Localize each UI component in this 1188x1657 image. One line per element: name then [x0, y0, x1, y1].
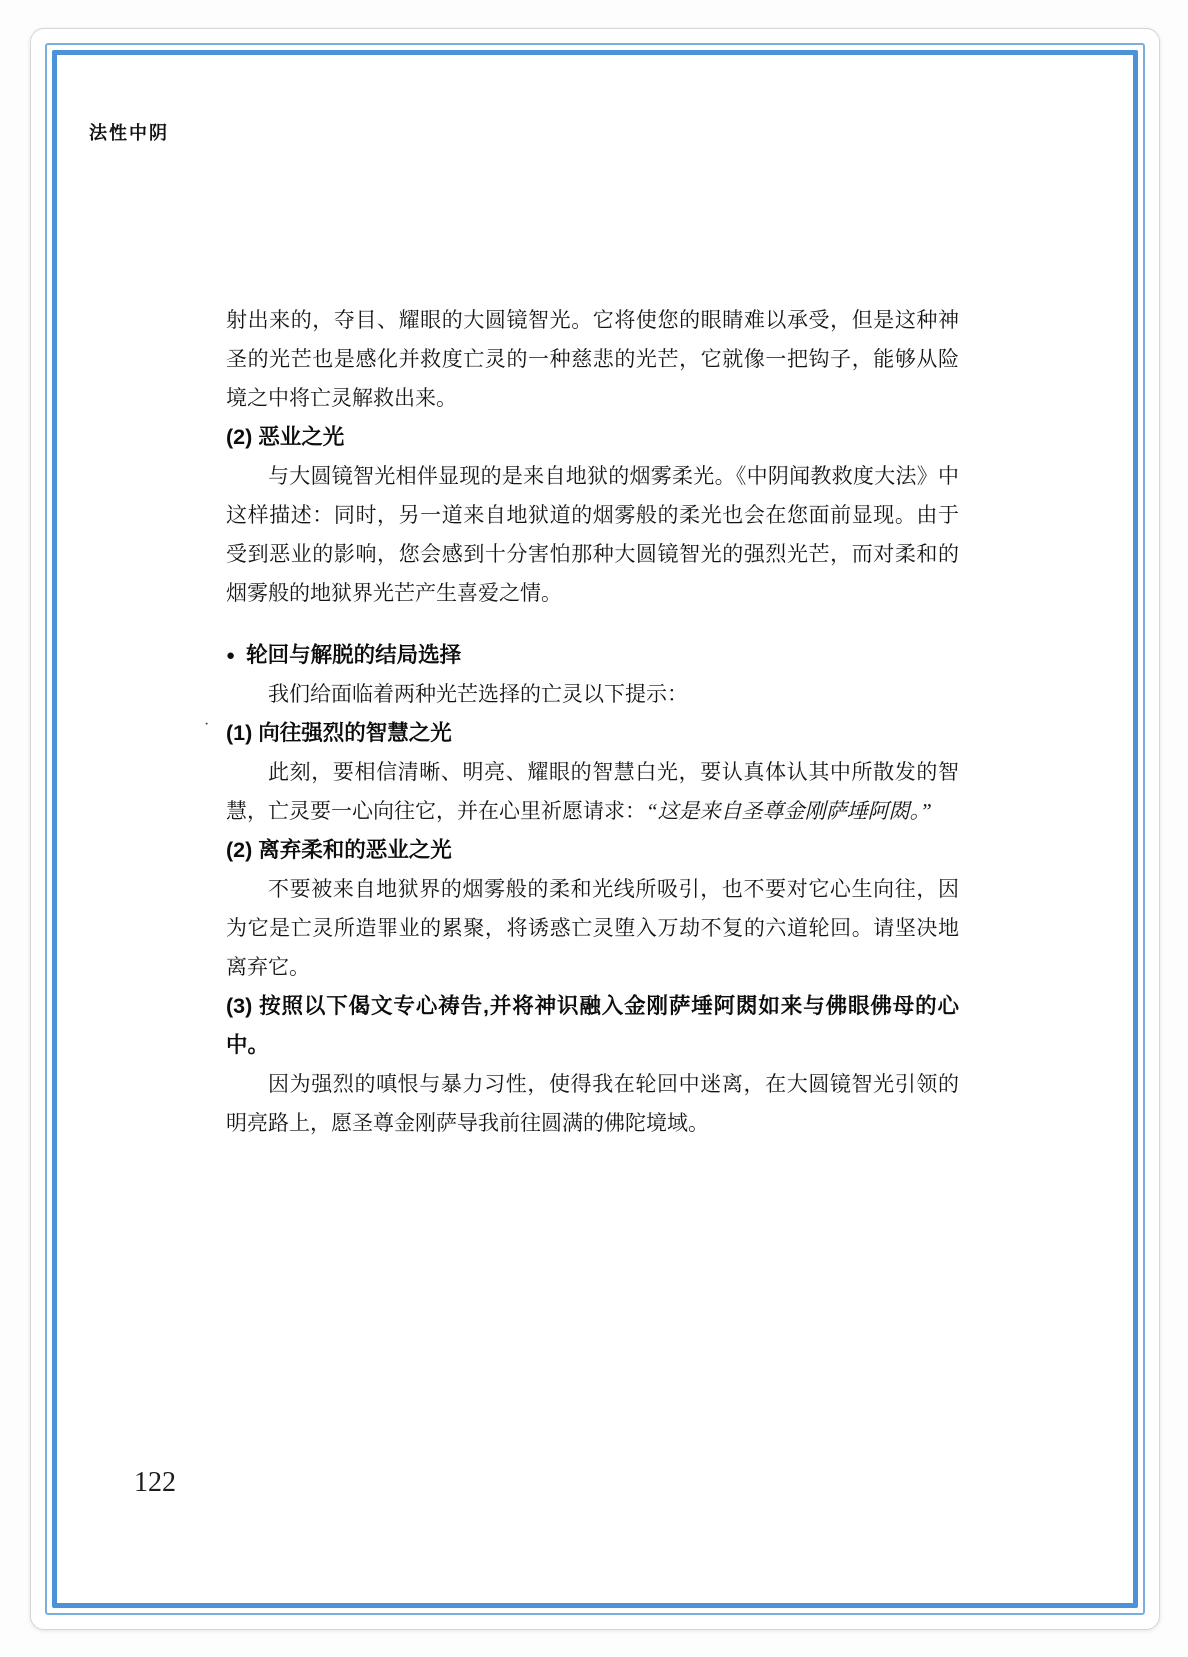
page-number: 122 — [134, 1467, 176, 1498]
heading-abandon-soft-light: (2) 离弃柔和的恶业之光 — [226, 838, 452, 862]
paragraph-wisdom — [226, 753, 959, 831]
page-content — [226, 301, 959, 1143]
paragraph-verse: 因为强烈的嗔恨与暴力习性，使得我在轮回中迷离，在大圆镜智光引领的明亮路上，愿圣尊金刚萨导我前往圆满的佛陀境域。 — [226, 1072, 959, 1135]
paragraph-intro-hint: 我们给面临着两种光芒选择的亡灵以下提示： — [268, 682, 688, 706]
heading-wisdom-light: (1) 向往强烈的智慧之光 — [226, 721, 452, 745]
heading-samsara-liberation-text: 轮回与解脱的结局选择 — [246, 643, 462, 667]
paragraph-evil-karma: 与大圆镜智光相伴显现的是来自地狱的烟雾柔光。《中阴闻教救度大法》中这样描述：同时，另一道来自地狱道的烟雾般的柔光也会在您面前显现。由于受到恶业的影响，您会感到十分害怕那种大圆镜智光的强烈光芒，而对柔和的烟雾般的地狱界光芒产生喜爱之情。 — [226, 464, 959, 605]
heading-samsara-liberation-choice — [226, 636, 959, 675]
running-header: 法性中阴 — [89, 123, 169, 143]
heading-evil-karma-light: (2) 恶业之光 — [226, 425, 345, 449]
paragraph-wisdom-quote: “这是来自圣尊金刚萨埵阿閦。” — [646, 799, 932, 823]
book-page — [30, 28, 1160, 1630]
paragraph-continued: 射出来的，夺目、耀眼的大圆镜智光。它将使您的眼睛难以承受，但是这种神圣的光芒也是感化并救度亡灵的一种慈悲的光芒，它就像一把钩子，能够从险境之中将亡灵解救出来。 — [226, 308, 959, 410]
heading-pray-verse: (3) 按照以下偈文专心祷告,并将神识融入金刚萨埵阿閦如来与佛眼佛母的心中。 — [226, 994, 959, 1057]
paragraph-abandon: 不要被来自地狱界的烟雾般的柔和光线所吸引，也不要对它心生向往，因为它是亡灵所造罪业的累聚，将诱惑亡灵堕入万劫不复的六道轮回。请坚决地离弃它。 — [226, 877, 959, 979]
bullet-icon: ● — [226, 647, 236, 664]
paragraph-wisdom-lead: 此刻，要相信清晰、明亮、耀眼的智慧白光，要认真体认其中所散发的智慧，亡灵要一心向往它，并在心里祈愿请求： — [226, 760, 959, 823]
stray-dot-mark: · — [204, 716, 210, 733]
